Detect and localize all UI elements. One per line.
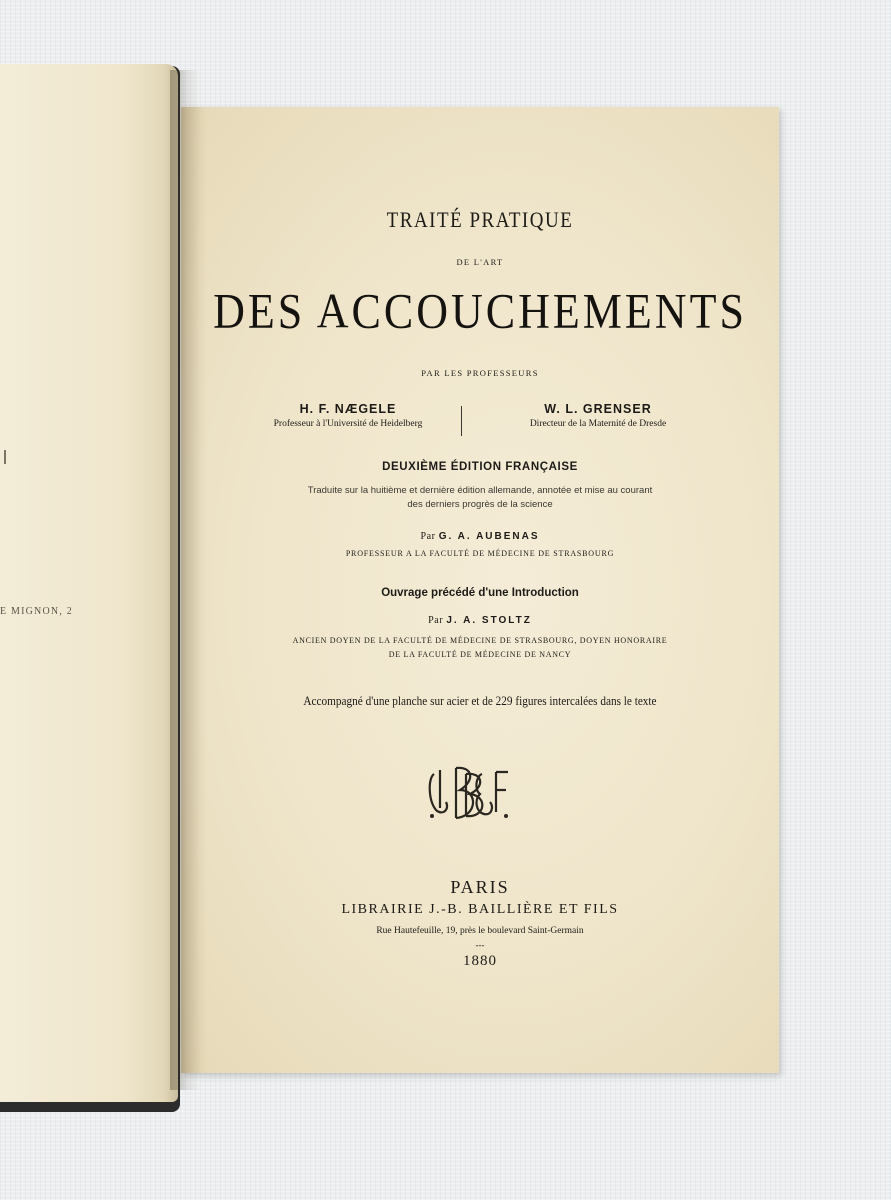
by-professors: PAR LES PROFESSEURS <box>421 368 539 378</box>
introduction-note: Ouvrage précédé d'une Introduction <box>381 587 579 599</box>
author-name: H. F. NÆGELE <box>299 402 397 416</box>
left-page-fragment: E MIGNON, 2 <box>0 606 73 617</box>
translator-name: G. A. AUBENAS <box>438 531 540 542</box>
title-line-2: DE L'ART <box>456 257 504 267</box>
author-name: W. L. GRENSER <box>544 402 652 416</box>
edition: DEUXIÈME ÉDITION FRANÇAISE <box>382 461 578 473</box>
publisher: LIBRAIRIE J.-B. BAILLIÈRE ET FILS <box>341 902 619 917</box>
translation-note <box>181 484 779 512</box>
publisher-monogram <box>420 760 516 826</box>
translator-line <box>181 531 779 542</box>
introducer-name: J. A. STOLTZ <box>446 615 532 626</box>
separator: --- <box>475 940 485 950</box>
left-page-mark <box>4 450 6 464</box>
author-divider <box>461 406 462 436</box>
author-role: Professeur à l'Université de Heidelberg <box>273 419 423 429</box>
publisher-address: Rue Hautefeuille, 19, près le boulevard Saint-Germain <box>376 926 584 936</box>
main-title: DES ACCOUCHEMENTS <box>213 284 747 339</box>
introducer-line <box>181 615 779 626</box>
translator-role: PROFESSEUR A LA FACULTÉ DE MÉDECINE DE STRASBOURG <box>345 549 615 558</box>
introducer-prefix: Par <box>428 615 444 626</box>
accompaniment-note: Accompagné d'une planche sur acier et de 229 figures intercalées dans le texte <box>303 694 657 708</box>
title-line-1: TRAITÉ PRATIQUE <box>386 208 574 233</box>
translator-prefix: Par <box>420 531 436 542</box>
introducer-role-line-2: DE LA FACULTÉ DE MÉDECINE DE NANCY <box>388 650 572 659</box>
author-grenser <box>481 402 715 429</box>
publication-year: 1880 <box>463 953 497 969</box>
introducer-role-line-1: ANCIEN DOYEN DE LA FACULTÉ DE MÉDECINE DE STRASBOURG, DOYEN HONORAIRE <box>292 636 668 645</box>
author-role: Directeur de la Maternité de Dresde <box>529 419 667 429</box>
introducer-role <box>181 634 779 662</box>
translation-note-line-1: Traduite sur la huitième et dernière édition allemande, annotée et mise au courant <box>307 485 653 496</box>
left-page <box>0 64 178 1102</box>
city: PARIS <box>450 877 510 897</box>
translation-note-line-2: des derniers progrès de la science <box>407 499 553 510</box>
author-naegele <box>231 402 465 429</box>
